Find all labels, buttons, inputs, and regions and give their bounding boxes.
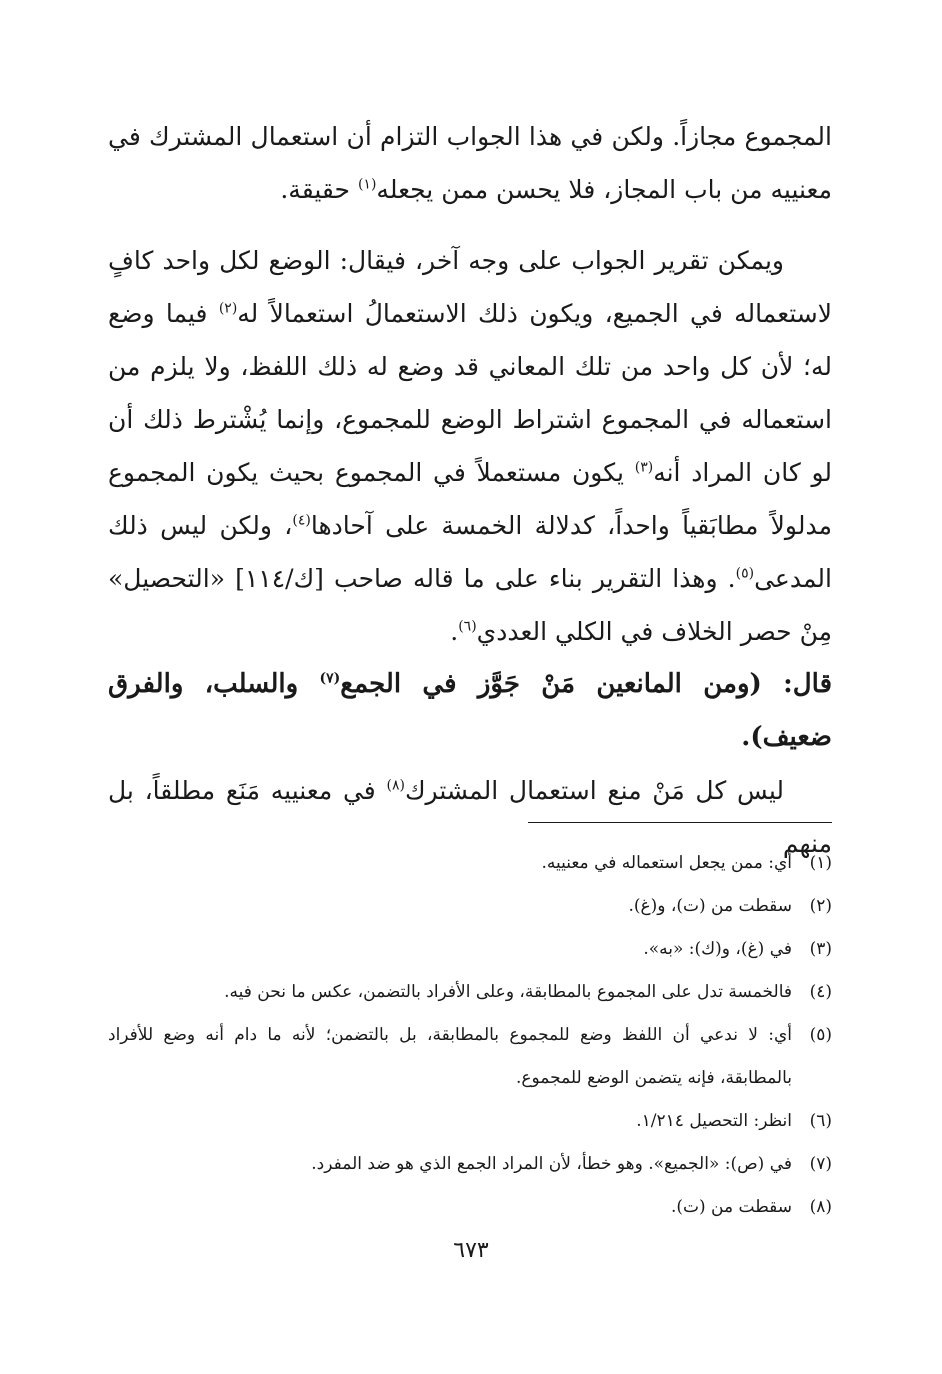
paragraph-3-quote: [108, 658, 832, 764]
paragraph-2: [108, 234, 832, 658]
footnote-item: [108, 1014, 832, 1100]
text-segment: يكون مستعملاً في المجموع بحيث يكون المجموع مدلولاً مطابَقياً واحداً، كدلالة الخمسة على آحادها: [108, 458, 832, 540]
footnote-number: (٤): [809, 982, 832, 1002]
footnote-ref[interactable]: (٥): [735, 565, 755, 582]
footnote-number: (٦): [809, 1111, 832, 1131]
footnotes-list: [108, 842, 832, 1229]
footnote-item: [108, 842, 832, 885]
text-segment: قال: (ومن المانعين مَنْ جَوَّز في الجمع: [340, 669, 832, 699]
footnote-text: في (غ)، و(ك): «به».: [643, 939, 792, 959]
text-segment: في معنييه مَنَع مطلقاً، بل منهم: [108, 776, 832, 858]
footnote-ref[interactable]: (٨): [386, 777, 405, 794]
text-segment: . وهذا التقرير بناء على ما قاله صاحب [ك/١١٤] «التحصيل» مِنْ حصر الخلاف في الكلي العددي: [108, 564, 832, 646]
footnote-text: أي: لا ندعي أن اللفظ وضع للمجموع بالمطابقة، بل بالتضمن؛ لأنه ما دام أنه وضع للأفراد بالمطابقة، فإنه يتضمن الوضع للمجموع.: [108, 1025, 792, 1088]
footnote-text: سقطت من (ت).: [670, 1197, 792, 1217]
footnote-number: (٣): [809, 939, 832, 959]
page-number: ٦٧٣: [453, 1238, 489, 1263]
footnote-separator: [528, 822, 832, 823]
footnote-number: (٨): [809, 1197, 832, 1217]
footnote-item: [108, 885, 832, 928]
footnote-item: [108, 1186, 832, 1229]
text-segment: المجموع مجازاً. ولكن في هذا الجواب التزام أن استعمال المشترك في معنييه من باب المجاز، فلا يحسن ممن يجعله: [108, 122, 832, 204]
text-segment: فيما وضع له؛ لأن كل واحد من تلك المعاني قد وضع له ذلك اللفظ، ولا يلزم من استعماله في المجموع اشتراط الوضع للمجموع، وإنما يُشْترط ذلك أن لو كان المراد أنه: [108, 299, 832, 487]
footnote-item: [108, 1100, 832, 1143]
footnote-text: انظر: التحصيل ١/٢١٤.: [636, 1111, 792, 1131]
footnote-number: (٧): [809, 1154, 832, 1174]
text-segment: حقيقة.: [280, 175, 358, 204]
footnote-ref[interactable]: (٤): [292, 512, 311, 529]
footnote-ref[interactable]: (٦): [458, 618, 477, 635]
footnote-number: (٢): [809, 896, 832, 916]
footnote-ref[interactable]: (٣): [634, 459, 654, 476]
footnote-number: (١): [809, 853, 832, 873]
footnote-text: فالخمسة تدل على المجموع بالمطابقة، وعلى الأفراد بالتضمن، عكس ما نحن فيه.: [224, 982, 792, 1002]
footnote-item: [108, 928, 832, 971]
footnote-item: [108, 1143, 832, 1186]
footnote-text: في (ص): «الجميع». وهو خطأ، لأن المراد الجمع الذي هو ضد المفرد.: [311, 1154, 792, 1174]
text-segment: ليس كل مَنْ منع استعمال المشترك: [404, 776, 785, 805]
footnote-ref[interactable]: (٧): [319, 670, 341, 687]
footnote-ref[interactable]: (١): [357, 176, 377, 193]
footnote-ref[interactable]: (٢): [218, 300, 238, 317]
text-segment: ، ولكن ليس ذلك المدعى: [108, 511, 832, 593]
paragraph-1: [108, 110, 832, 216]
text-segment: والسلب، والفرق ضعيف).: [108, 669, 832, 752]
main-text: [108, 110, 832, 870]
footnote-text: أي: ممن يجعل استعماله في معنييه.: [541, 853, 792, 873]
footnote-number: (٥): [809, 1025, 832, 1045]
text-segment: .: [450, 617, 459, 646]
text-segment: ويمكن تقرير الجواب على وجه آخر، فيقال: الوضع لكل واحد كافٍ لاستعماله في الجميع، ويكون ذلك الاستعمالُ استعمالاً له: [108, 246, 833, 328]
footnote-item: [108, 971, 832, 1014]
footnote-text: سقطت من (ت)، و(غ).: [628, 896, 792, 916]
